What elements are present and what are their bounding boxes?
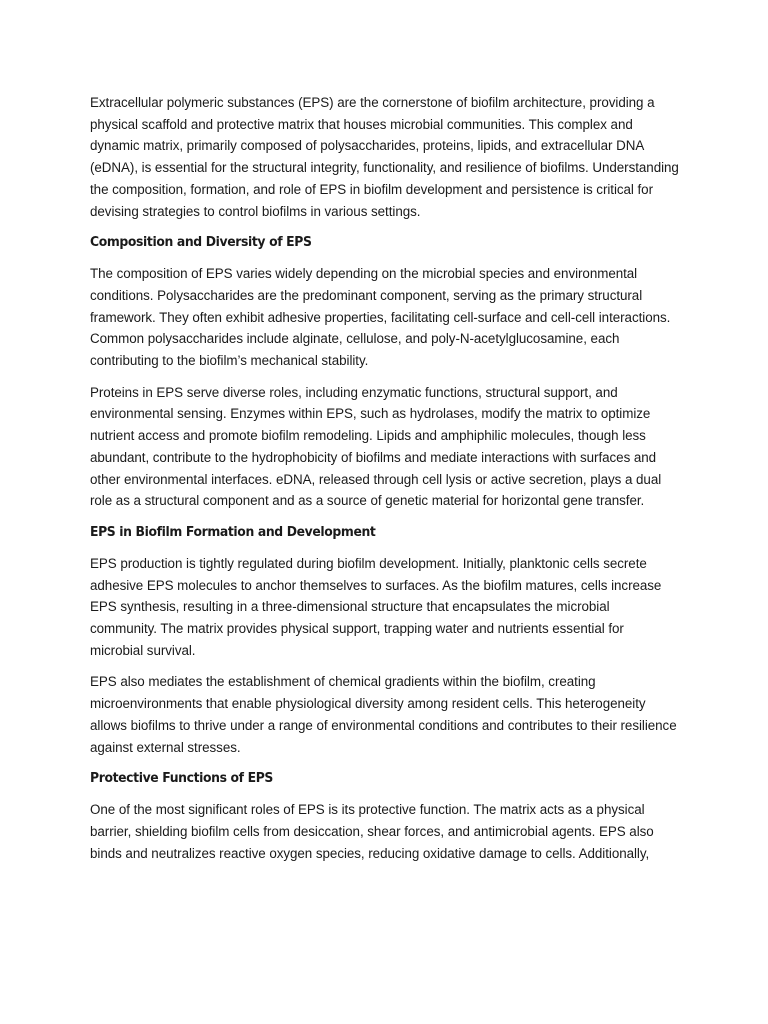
formation-paragraph-2: EPS also mediates the establishment of chemical gradients within the biofilm, creating microenvironments that enable physiological diversity among resident cells. This heterogeneity allows biofilms to thrive under a range of environmental conditions and contributes to their resilience against external stresses. bbox=[90, 674, 677, 755]
section-heading-composition: Composition and Diversity of EPS bbox=[90, 235, 312, 251]
intro-paragraph: Extracellular polymeric substances (EPS) are the cornerstone of biofilm architecture, providing a physical scaffold and protective matrix that houses microbial communities. This complex and dynamic matrix, primarily composed of polysaccharides, proteins, lipids, and extracellular DNA (eDNA), is essential for the structural integrity, functionality, and resilience of biofilms. Understanding the composition, formation, and role of EPS in biofilm development and persistence is critical for devising strategies to control biofilms in various settings. bbox=[90, 95, 679, 219]
section-heading-protective: Protective Functions of EPS bbox=[90, 771, 273, 787]
document-body bbox=[90, 92, 680, 874]
composition-paragraph-1: The composition of EPS varies widely depending on the microbial species and environmental conditions. Polysaccharides are the predominant component, serving as the primary structural framework. They often exhibit adhesive properties, facilitating cell-surface and cell-cell interactions. Common polysaccharides include alginate, cellulose, and poly-N-acetylglucosamine, each contributing to the biofilm’s mechanical stability. bbox=[90, 266, 671, 369]
composition-paragraph-2: Proteins in EPS serve diverse roles, including enzymatic functions, structural support, and environmental sensing. Enzymes within EPS, such as hydrolases, modify the matrix to optimize nutrient access and promote biofilm remodeling. Lipids and amphiphilic molecules, though less abundant, contribute to the hydrophobicity of biofilms and mediate interactions with surfaces and other environmental interfaces. eDNA, released through cell lysis or active secretion, plays a dual role as a structural component and as a source of genetic material for horizontal gene transfer. bbox=[90, 384, 662, 509]
formation-paragraph-1: EPS production is tightly regulated during biofilm development. Initially, planktonic cells secrete adhesive EPS molecules to anchor themselves to surfaces. As the biofilm matures, cells increase EPS synthesis, resulting in a three-dimensional structure that encapsulates the microbial community. The matrix provides physical support, trapping water and nutrients essential for microbial survival. bbox=[90, 555, 662, 658]
protective-paragraph-1: One of the most significant roles of EPS is its protective function. The matrix acts as a physical barrier, shielding biofilm cells from desiccation, shear forces, and antimicrobial agents. EPS also binds and neutralizes reactive oxygen species, reducing oxidative damage to cells. Additionally, bbox=[90, 802, 654, 861]
section-heading-formation: EPS in Biofilm Formation and Development bbox=[90, 524, 376, 540]
